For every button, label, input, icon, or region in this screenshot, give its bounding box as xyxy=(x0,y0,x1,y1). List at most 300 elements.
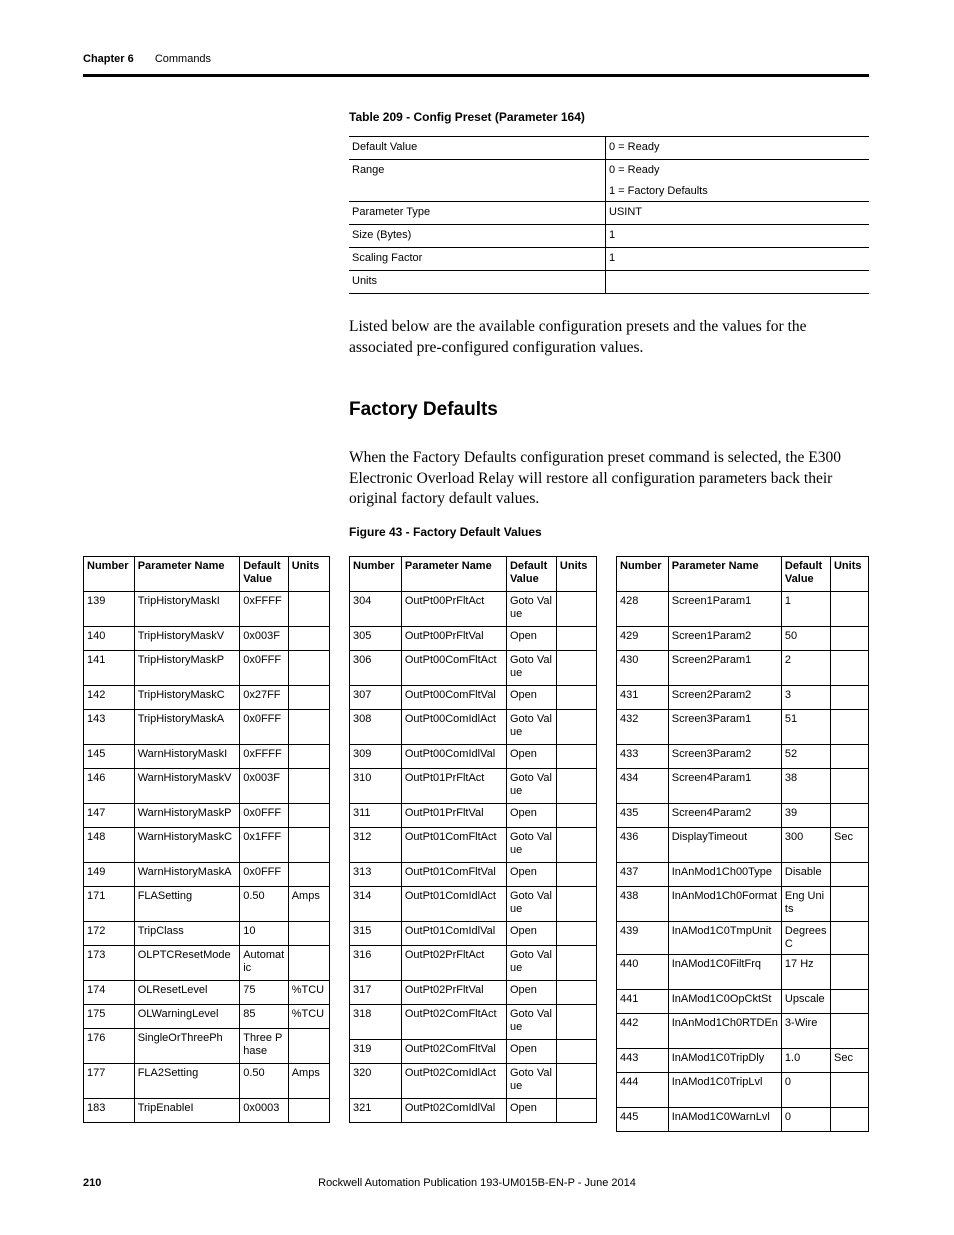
parameter-name-cell: Screen2Param2 xyxy=(668,686,781,710)
factory-defaults-table-2 xyxy=(349,556,597,1123)
default-value-cell: Open xyxy=(506,804,556,828)
units-cell: Amps xyxy=(288,1064,329,1099)
factory-defaults-table-3 xyxy=(616,556,869,1132)
parameter-name-cell: OutPt02ComIdlVal xyxy=(401,1099,506,1123)
parameter-name-cell: InAMod1C0TripDly xyxy=(668,1049,781,1073)
parameter-name-cell: WarnHistoryMaskA xyxy=(134,863,240,887)
number-cell: 308 xyxy=(350,710,402,745)
parameter-name-cell: TripHistoryMaskC xyxy=(134,686,240,710)
table-row xyxy=(350,922,597,946)
units-cell xyxy=(556,863,596,887)
default-value-cell: Three Phase xyxy=(240,1029,289,1064)
units-cell xyxy=(830,990,868,1014)
default-value-cell: 1.0 xyxy=(781,1049,830,1073)
default-value-cell: 0x0FFF xyxy=(240,804,289,828)
table-row xyxy=(84,1005,330,1029)
row-label: Units xyxy=(349,271,606,294)
parameter-name-cell: InAnMod1Ch0RTDEn xyxy=(668,1014,781,1049)
default-value-cell: Open xyxy=(506,1040,556,1064)
parameter-name-cell: SingleOrThreePh xyxy=(134,1029,240,1064)
units-cell xyxy=(288,686,329,710)
default-value-cell: 75 xyxy=(240,981,289,1005)
number-cell: 176 xyxy=(84,1029,135,1064)
units-cell xyxy=(830,745,868,769)
number-cell: 143 xyxy=(84,710,135,745)
parameter-name-cell: OutPt00PrFltAct xyxy=(401,592,506,627)
number-cell: 442 xyxy=(617,1014,669,1049)
parameter-name-cell: Screen4Param2 xyxy=(668,804,781,828)
default-value-cell: Goto Value xyxy=(506,710,556,745)
units-cell xyxy=(288,651,329,686)
parameter-name-cell: OutPt01ComFltVal xyxy=(401,863,506,887)
units-cell xyxy=(830,769,868,804)
parameter-name-cell: OutPt02ComIdlAct xyxy=(401,1064,506,1099)
parameter-name-cell: Screen1Param2 xyxy=(668,627,781,651)
default-value-cell: 0x0FFF xyxy=(240,863,289,887)
units-cell xyxy=(556,769,596,804)
parameter-name-cell: OutPt01PrFltVal xyxy=(401,804,506,828)
number-cell: 177 xyxy=(84,1064,135,1099)
number-cell: 319 xyxy=(350,1040,402,1064)
default-value-cell: Goto Value xyxy=(506,769,556,804)
number-cell: 175 xyxy=(84,1005,135,1029)
table-row xyxy=(84,981,330,1005)
table-row xyxy=(84,651,330,686)
table-row xyxy=(84,828,330,863)
number-cell: 171 xyxy=(84,887,135,922)
number-cell: 304 xyxy=(350,592,402,627)
parameter-name-cell: OutPt00ComFltAct xyxy=(401,651,506,686)
col-default-header: Default Value xyxy=(781,557,830,592)
parameter-name-cell: Screen1Param1 xyxy=(668,592,781,627)
table-row xyxy=(617,1049,869,1073)
number-cell: 440 xyxy=(617,955,669,990)
table-row xyxy=(84,627,330,651)
units-cell xyxy=(556,1064,596,1099)
parameter-name-cell: Screen3Param1 xyxy=(668,710,781,745)
units-cell xyxy=(556,651,596,686)
table-row xyxy=(349,137,869,160)
header-rule xyxy=(83,74,869,77)
parameter-name-cell: InAnMod1Ch00Type xyxy=(668,863,781,887)
table-row xyxy=(350,627,597,651)
table-row xyxy=(350,1005,597,1040)
number-cell: 309 xyxy=(350,745,402,769)
figure-caption: Figure 43 - Factory Default Values xyxy=(349,525,542,539)
default-value-cell: Upscale xyxy=(781,990,830,1014)
parameter-name-cell: TripHistoryMaskV xyxy=(134,627,240,651)
parameter-name-cell: InAMod1C0OpCktSt xyxy=(668,990,781,1014)
number-cell: 435 xyxy=(617,804,669,828)
number-cell: 174 xyxy=(84,981,135,1005)
units-cell xyxy=(830,592,868,627)
default-value-cell: 3 xyxy=(781,686,830,710)
default-value-cell: Goto Value xyxy=(506,946,556,981)
units-cell xyxy=(288,627,329,651)
units-cell xyxy=(556,946,596,981)
units-cell xyxy=(556,1099,596,1123)
default-value-cell: 85 xyxy=(240,1005,289,1029)
parameter-name-cell: FLASetting xyxy=(134,887,240,922)
section-label: Commands xyxy=(154,53,212,65)
default-value-cell: Disable xyxy=(781,863,830,887)
parameter-name-cell: Screen4Param1 xyxy=(668,769,781,804)
default-value-cell: Open xyxy=(506,745,556,769)
number-cell: 321 xyxy=(350,1099,402,1123)
config-preset-table xyxy=(349,136,869,294)
table-row xyxy=(617,887,869,922)
units-cell xyxy=(288,769,329,804)
table-row xyxy=(350,710,597,745)
units-cell xyxy=(830,627,868,651)
row-label: Size (Bytes) xyxy=(349,225,606,248)
units-cell xyxy=(830,1014,868,1049)
table-row xyxy=(84,1099,330,1123)
col-name-header: Parameter Name xyxy=(134,557,240,592)
default-value-cell: 0xFFFF xyxy=(240,745,289,769)
col-units-header: Units xyxy=(288,557,329,592)
units-cell xyxy=(830,686,868,710)
parameter-name-cell: WarnHistoryMaskI xyxy=(134,745,240,769)
parameter-name-cell: TripHistoryMaskI xyxy=(134,592,240,627)
parameter-name-cell: DisplayTimeout xyxy=(668,828,781,863)
parameter-name-cell: OutPt01ComFltAct xyxy=(401,828,506,863)
col-number-header: Number xyxy=(350,557,402,592)
number-cell: 434 xyxy=(617,769,669,804)
number-cell: 428 xyxy=(617,592,669,627)
units-cell xyxy=(556,592,596,627)
parameter-name-cell: OutPt00ComIdlAct xyxy=(401,710,506,745)
number-cell: 305 xyxy=(350,627,402,651)
units-cell: %TCU xyxy=(288,1005,329,1029)
page-header xyxy=(83,53,211,65)
number-cell: 147 xyxy=(84,804,135,828)
table-row xyxy=(617,990,869,1014)
page-number: 210 xyxy=(83,1177,102,1189)
units-cell xyxy=(830,651,868,686)
table-row xyxy=(617,1073,869,1108)
table-row xyxy=(350,1040,597,1064)
units-cell: %TCU xyxy=(288,981,329,1005)
parameter-name-cell: WarnHistoryMaskC xyxy=(134,828,240,863)
number-cell: 315 xyxy=(350,922,402,946)
row-label: Range xyxy=(349,160,606,202)
table-row xyxy=(84,592,330,627)
table-row xyxy=(350,592,597,627)
row-value: 1 xyxy=(609,252,616,264)
table-row xyxy=(617,686,869,710)
units-cell xyxy=(556,922,596,946)
parameter-name-cell: TripEnableI xyxy=(134,1099,240,1123)
table-row xyxy=(350,1099,597,1123)
col-name-header: Parameter Name xyxy=(401,557,506,592)
units-cell xyxy=(288,863,329,887)
number-cell: 306 xyxy=(350,651,402,686)
default-value-cell: Goto Value xyxy=(506,1005,556,1040)
default-value-cell: 52 xyxy=(781,745,830,769)
default-value-cell: 39 xyxy=(781,804,830,828)
table-row xyxy=(350,686,597,710)
default-value-cell: 300 xyxy=(781,828,830,863)
default-value-cell: Goto Value xyxy=(506,828,556,863)
table-row xyxy=(84,863,330,887)
default-value-cell: Goto Value xyxy=(506,1064,556,1099)
table-row xyxy=(349,271,869,294)
table-row xyxy=(350,1064,597,1099)
col-default-header: Default Value xyxy=(506,557,556,592)
default-value-cell: 0x003F xyxy=(240,769,289,804)
section-paragraph: When the Factory Defaults configuration preset command is selected, the E300 Electronic Overload Relay will restore all configuration parameters back their original factory default values. xyxy=(349,449,841,507)
row-value-cell xyxy=(606,160,870,202)
number-cell: 310 xyxy=(350,769,402,804)
col-name-header: Parameter Name xyxy=(668,557,781,592)
default-value-cell: 50 xyxy=(781,627,830,651)
default-value-cell: Degrees C xyxy=(781,922,830,955)
number-cell: 149 xyxy=(84,863,135,887)
number-cell: 444 xyxy=(617,1073,669,1108)
table-row xyxy=(617,804,869,828)
number-cell: 311 xyxy=(350,804,402,828)
number-cell: 438 xyxy=(617,887,669,922)
default-value-cell: Goto Value xyxy=(506,887,556,922)
default-value-cell: 1 xyxy=(781,592,830,627)
col-number-header: Number xyxy=(617,557,669,592)
parameter-name-cell: OutPt01ComIdlAct xyxy=(401,887,506,922)
number-cell: 441 xyxy=(617,990,669,1014)
units-cell xyxy=(556,887,596,922)
units-cell xyxy=(556,828,596,863)
parameter-name-cell: OutPt02PrFltAct xyxy=(401,946,506,981)
table-row xyxy=(84,804,330,828)
units-cell xyxy=(830,887,868,922)
default-value-cell: 0.50 xyxy=(240,887,289,922)
table-row xyxy=(350,946,597,981)
row-value: 0 = Ready xyxy=(609,164,660,176)
number-cell: 430 xyxy=(617,651,669,686)
table-row xyxy=(84,1064,330,1099)
factory-defaults-table-1 xyxy=(83,556,330,1123)
units-cell xyxy=(288,828,329,863)
table-row xyxy=(350,828,597,863)
number-cell: 183 xyxy=(84,1099,135,1123)
default-value-cell: 0.50 xyxy=(240,1064,289,1099)
col-default-header: Default Value xyxy=(240,557,289,592)
table-row xyxy=(617,863,869,887)
row-value-cell xyxy=(606,225,870,248)
parameter-name-cell: WarnHistoryMaskV xyxy=(134,769,240,804)
parameter-name-cell: OutPt01PrFltAct xyxy=(401,769,506,804)
units-cell xyxy=(288,592,329,627)
col-number-header: Number xyxy=(84,557,135,592)
table-row xyxy=(349,248,869,271)
default-value-cell: 0xFFFF xyxy=(240,592,289,627)
parameter-name-cell: Screen3Param2 xyxy=(668,745,781,769)
parameter-name-cell: InAMod1C0WarnLvl xyxy=(668,1108,781,1132)
parameter-name-cell: OutPt00ComFltVal xyxy=(401,686,506,710)
table-row xyxy=(617,1108,869,1132)
number-cell: 320 xyxy=(350,1064,402,1099)
default-value-cell: Open xyxy=(506,627,556,651)
table-row xyxy=(350,863,597,887)
number-cell: 431 xyxy=(617,686,669,710)
units-cell xyxy=(288,804,329,828)
table-row xyxy=(617,828,869,863)
units-cell xyxy=(830,804,868,828)
row-label: Parameter Type xyxy=(349,202,606,225)
default-value-cell: 0 xyxy=(781,1108,830,1132)
section-heading: Factory Defaults xyxy=(349,399,498,420)
parameter-name-cell: OLWarningLevel xyxy=(134,1005,240,1029)
default-value-cell: 0x0003 xyxy=(240,1099,289,1123)
publication-info: Rockwell Automation Publication 193-UM015B-EN-P - June 2014 xyxy=(318,1177,636,1189)
units-cell xyxy=(556,745,596,769)
default-value-cell: 2 xyxy=(781,651,830,686)
col-units-header: Units xyxy=(830,557,868,592)
number-cell: 436 xyxy=(617,828,669,863)
default-value-cell: 10 xyxy=(240,922,289,946)
parameter-name-cell: OutPt02ComFltAct xyxy=(401,1005,506,1040)
parameter-name-cell: OutPt00PrFltVal xyxy=(401,627,506,651)
number-cell: 145 xyxy=(84,745,135,769)
parameter-name-cell: OutPt02ComFltVal xyxy=(401,1040,506,1064)
default-value-cell: 0x003F xyxy=(240,627,289,651)
units-cell xyxy=(556,981,596,1005)
table-row xyxy=(617,769,869,804)
parameter-name-cell: OLPTCResetMode xyxy=(134,946,240,981)
units-cell xyxy=(556,627,596,651)
table-row xyxy=(84,745,330,769)
number-cell: 437 xyxy=(617,863,669,887)
default-value-cell: 0x0FFF xyxy=(240,710,289,745)
table-row xyxy=(617,651,869,686)
number-cell: 173 xyxy=(84,946,135,981)
default-value-cell: Open xyxy=(506,981,556,1005)
table-row xyxy=(617,922,869,955)
row-value-2: 1 = Factory Defaults xyxy=(609,185,708,197)
parameter-name-cell: InAMod1C0TmpUnit xyxy=(668,922,781,955)
units-cell xyxy=(556,804,596,828)
units-cell xyxy=(288,922,329,946)
default-value-cell: 17 Hz xyxy=(781,955,830,990)
table-row xyxy=(84,1029,330,1064)
table-row xyxy=(350,887,597,922)
table-row xyxy=(617,1014,869,1049)
parameter-name-cell: TripHistoryMaskA xyxy=(134,710,240,745)
units-cell xyxy=(556,1005,596,1040)
number-cell: 445 xyxy=(617,1108,669,1132)
parameter-name-cell: Screen2Param1 xyxy=(668,651,781,686)
parameter-name-cell: OutPt00ComIdlVal xyxy=(401,745,506,769)
default-value-cell: Goto Value xyxy=(506,651,556,686)
default-value-cell: 51 xyxy=(781,710,830,745)
parameter-name-cell: TripClass xyxy=(134,922,240,946)
table-209-caption: Table 209 - Config Preset (Parameter 164) xyxy=(349,110,585,124)
default-value-cell: 0x1FFF xyxy=(240,828,289,863)
units-cell xyxy=(830,863,868,887)
number-cell: 148 xyxy=(84,828,135,863)
number-cell: 313 xyxy=(350,863,402,887)
units-cell xyxy=(288,710,329,745)
number-cell: 146 xyxy=(84,769,135,804)
parameter-name-cell: FLA2Setting xyxy=(134,1064,240,1099)
table-row xyxy=(617,592,869,627)
row-value: 1 xyxy=(609,229,616,241)
units-cell xyxy=(288,1029,329,1064)
table-row xyxy=(350,769,597,804)
default-value-cell: 38 xyxy=(781,769,830,804)
table-row xyxy=(617,627,869,651)
table-row xyxy=(84,887,330,922)
row-value: USINT xyxy=(609,206,642,218)
number-cell: 140 xyxy=(84,627,135,651)
units-cell xyxy=(830,955,868,990)
table-row xyxy=(350,745,597,769)
default-value-cell: 3-Wire xyxy=(781,1014,830,1049)
parameter-name-cell: TripHistoryMaskP xyxy=(134,651,240,686)
chapter-label: Chapter 6 xyxy=(83,53,134,65)
units-cell: Sec xyxy=(830,1049,868,1073)
number-cell: 312 xyxy=(350,828,402,863)
units-cell xyxy=(830,1073,868,1108)
units-cell: Sec xyxy=(830,828,868,863)
number-cell: 139 xyxy=(84,592,135,627)
units-cell xyxy=(556,686,596,710)
table-row xyxy=(350,651,597,686)
parameter-name-cell: OLResetLevel xyxy=(134,981,240,1005)
parameter-name-cell: InAMod1C0FiltFrq xyxy=(668,955,781,990)
table-row xyxy=(617,710,869,745)
table-row xyxy=(617,745,869,769)
table-row xyxy=(349,225,869,248)
number-cell: 141 xyxy=(84,651,135,686)
number-cell: 439 xyxy=(617,922,669,955)
parameter-name-cell: InAMod1C0TripLvl xyxy=(668,1073,781,1108)
default-value-cell: Open xyxy=(506,686,556,710)
row-label: Default Value xyxy=(349,137,606,160)
default-value-cell: 0x27FF xyxy=(240,686,289,710)
table-row xyxy=(84,686,330,710)
number-cell: 429 xyxy=(617,627,669,651)
units-cell xyxy=(830,922,868,955)
units-cell xyxy=(830,710,868,745)
default-value-cell: Open xyxy=(506,863,556,887)
table-row xyxy=(349,160,869,202)
default-value-cell: 0x0FFF xyxy=(240,651,289,686)
number-cell: 307 xyxy=(350,686,402,710)
units-cell xyxy=(556,1040,596,1064)
default-value-cell: Open xyxy=(506,922,556,946)
row-value-cell xyxy=(606,271,870,294)
table-row xyxy=(617,955,869,990)
parameter-name-cell: OutPt01ComIdlVal xyxy=(401,922,506,946)
number-cell: 432 xyxy=(617,710,669,745)
parameter-name-cell: OutPt02PrFltVal xyxy=(401,981,506,1005)
units-cell xyxy=(288,1099,329,1123)
row-value-cell xyxy=(606,202,870,225)
units-cell xyxy=(288,946,329,981)
number-cell: 443 xyxy=(617,1049,669,1073)
number-cell: 433 xyxy=(617,745,669,769)
row-value-cell xyxy=(606,137,870,160)
table-row xyxy=(350,804,597,828)
number-cell: 317 xyxy=(350,981,402,1005)
default-value-cell: 0 xyxy=(781,1073,830,1108)
number-cell: 318 xyxy=(350,1005,402,1040)
row-value-cell xyxy=(606,248,870,271)
table-row xyxy=(350,981,597,1005)
number-cell: 142 xyxy=(84,686,135,710)
default-value-cell: Goto Value xyxy=(506,592,556,627)
